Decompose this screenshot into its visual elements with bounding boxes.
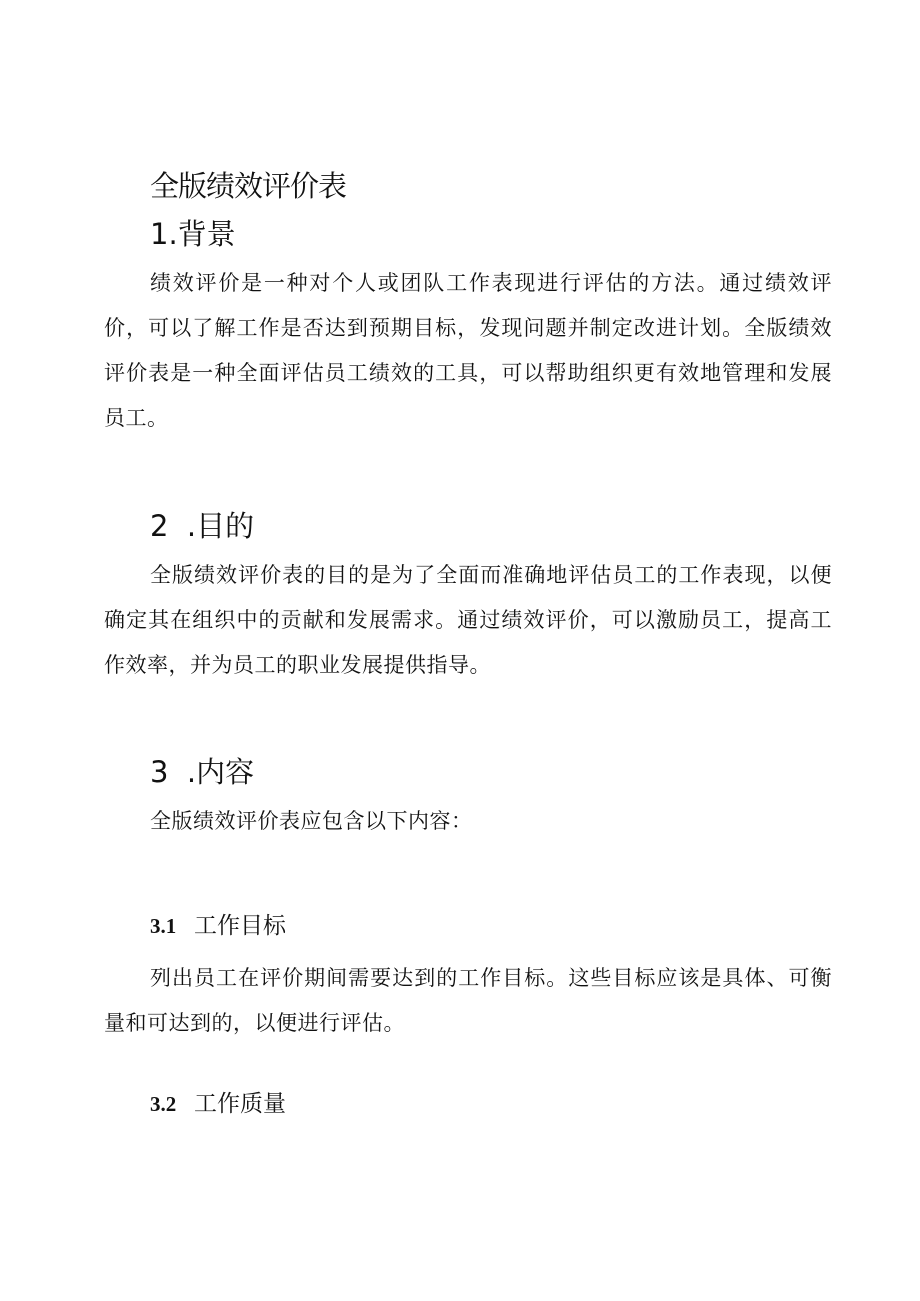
section-paragraph-purpose: 全版绩效评价表的目的是为了全面而准确地评估员工的工作表现，以便确定其在组织中的贡献和发展需求。通过绩效评价，可以激励员工，提高工作效率，并为员工的职业发展提供指导。 [104, 563, 832, 677]
subsection-heading-work-quality [150, 1088, 286, 1120]
document-title: 全版绩效评价表 [150, 169, 347, 203]
subsection-number: 3.2 [150, 1092, 177, 1116]
section-heading-background: 1.背景 [150, 217, 236, 251]
subsection-title: 工作质量 [194, 1091, 286, 1117]
subsection-paragraph-work-goals: 列出员工在评价期间需要达到的工作目标。这些目标应该是具体、可衡量和可达到的，以便进行评估。 [104, 966, 832, 1035]
section-heading-content: 3 .内容 [150, 755, 255, 789]
subsection-number: 3.1 [150, 914, 177, 938]
section-heading-purpose: 2 .目的 [150, 509, 255, 543]
section-paragraph-content: 全版绩效评价表应包含以下内容： [150, 809, 473, 833]
section-paragraph-background: 绩效评价是一种对个人或团队工作表现进行评估的方法。通过绩效评价，可以了解工作是否达到预期目标，发现问题并制定改进计划。全版绩效评价表是一种全面评估员工绩效的工具，可以帮助组织更有效地管理和发展员工。 [104, 271, 832, 430]
subsection-title: 工作目标 [194, 913, 286, 939]
subsection-heading-work-goals [150, 910, 286, 942]
